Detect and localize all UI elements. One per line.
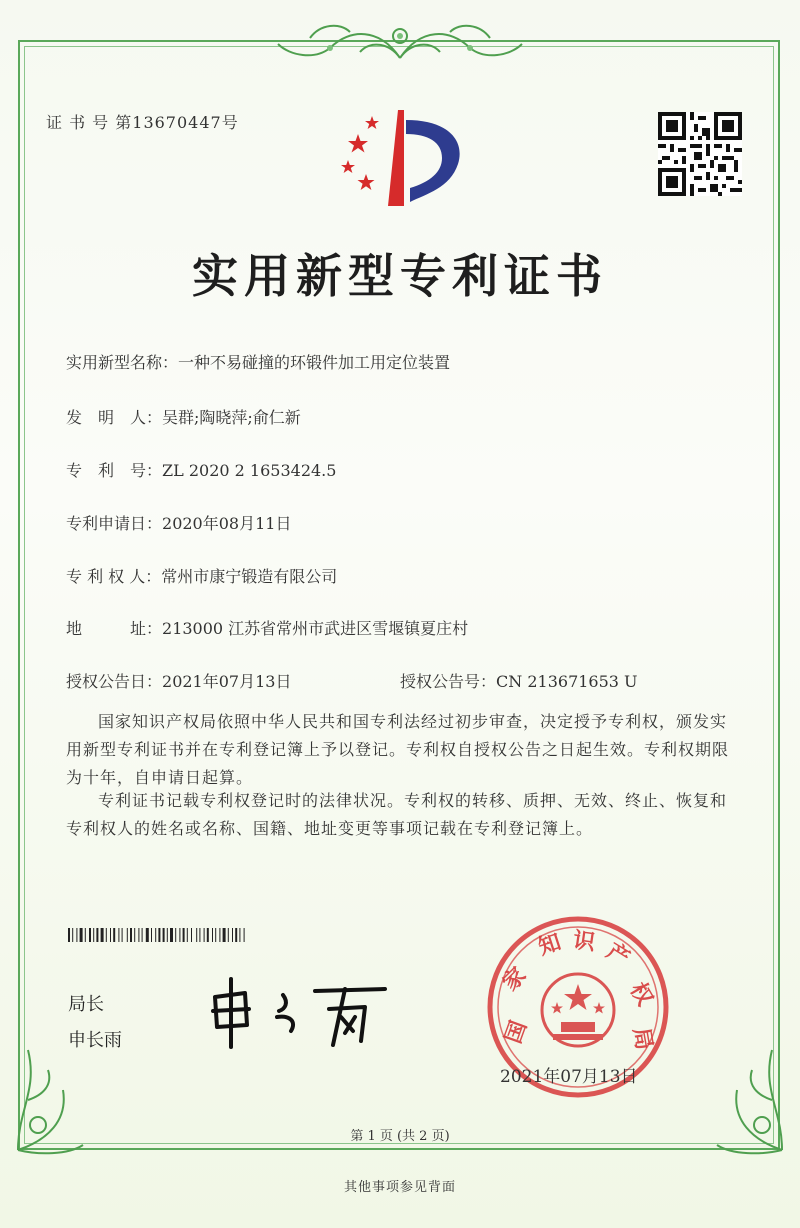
field-value: 一种不易碰撞的环锻件加工用定位装置 (178, 353, 451, 372)
seal-text-char: 识 (571, 928, 597, 956)
barcode-bar (244, 928, 245, 942)
field-label: 授权公告日： (66, 672, 163, 691)
barcode-bar (110, 928, 111, 942)
body-paragraph: 专利证书记载专利权登记时的法律状况。专利权的转移、质押、无效、终止、恢复和专利权人的姓名或名称、国籍、地址变更等事项记载在专利登记簿上。 (66, 791, 728, 838)
field-grant-publication-number (400, 669, 638, 692)
barcode (68, 928, 288, 942)
seal-text-char: 知 (535, 929, 565, 961)
barcode-bar (228, 928, 229, 942)
barcode-bar (235, 928, 237, 942)
barcode-bar (212, 928, 213, 942)
field-value: CN 213671653 U (496, 672, 638, 691)
barcode-bar (196, 928, 197, 942)
seal-date: 2021年07月13日 (500, 1067, 638, 1087)
barcode-bar (134, 928, 135, 942)
footer-note: 其他事项参见背面 (343, 1180, 456, 1195)
field-utility-model-name (66, 350, 450, 373)
qr-code (658, 112, 742, 196)
field-label: 专 利 权 人： (66, 567, 162, 586)
barcode-bar (163, 928, 165, 942)
barcode-bar (191, 928, 192, 942)
barcode-bar (207, 928, 209, 942)
cnipa-logo-icon (330, 102, 470, 212)
barcode-bar (76, 928, 77, 942)
director-name: 申长雨 (68, 1030, 122, 1051)
field-value: 2020年08月11日 (162, 514, 292, 533)
barcode-bar (170, 928, 173, 942)
field-value: 常州市康宁锻造有限公司 (161, 567, 338, 586)
barcode-bar (232, 928, 233, 942)
field-value: ZL 2020 2 1653424.5 (162, 461, 337, 480)
barcode-bar (146, 928, 149, 942)
barcode-bar (183, 928, 185, 942)
barcode-bar (122, 928, 123, 942)
top-ornament-icon (270, 18, 530, 64)
page-number: 第 1 页 (共 2 页) (350, 1129, 450, 1144)
barcode-bar (175, 928, 176, 942)
barcode-bar (106, 928, 107, 942)
barcode-bar (85, 928, 86, 942)
barcode-bar (93, 928, 94, 942)
barcode-bar (89, 928, 91, 942)
barcode-bar (179, 928, 180, 942)
barcode-bar (199, 928, 200, 942)
barcode-bar (155, 928, 156, 942)
barcode-bar (187, 928, 188, 942)
field-grant-date (66, 669, 291, 692)
field-label: 授权公告号： (400, 672, 497, 691)
field-label: 实用新型名称： (66, 353, 179, 372)
barcode-bar (101, 928, 104, 942)
field-label: 发 明 人： (66, 408, 163, 427)
barcode-bar (215, 928, 216, 942)
barcode-bar (167, 928, 168, 942)
field-inventors (66, 405, 301, 428)
field-label: 专 利 号： (66, 461, 163, 480)
field-value: 2021年07月13日 (162, 672, 292, 691)
seal-text-char: 局 (627, 1025, 657, 1052)
field-address (66, 616, 468, 639)
field-patentee (66, 564, 337, 587)
barcode-bar (80, 928, 83, 942)
barcode-bar (138, 928, 139, 942)
certificate-number: 证 书 号 第13670447号 (46, 113, 239, 132)
field-label: 专利申请日： (66, 514, 163, 533)
barcode-bar (204, 928, 205, 942)
barcode-bar (68, 928, 70, 942)
barcode-bar (72, 928, 73, 942)
barcode-bar (223, 928, 226, 942)
seal-text-char: 国 (501, 1017, 533, 1047)
barcode-bar (151, 928, 152, 942)
barcode-bar (130, 928, 132, 942)
handwritten-signature (205, 975, 405, 1050)
seal-text-char: 权 (624, 978, 658, 1011)
field-patent-number (66, 458, 336, 481)
seal-text-char: 产 (601, 938, 634, 972)
barcode-bar (239, 928, 240, 942)
seal-text-char: 家 (498, 962, 532, 997)
barcode-bar (158, 928, 160, 942)
barcode-bar (113, 928, 115, 942)
certificate-title: 实用新型专利证书 (192, 249, 608, 303)
barcode-bar (219, 928, 220, 942)
director-title: 局长 (68, 994, 104, 1015)
field-value: 213000 江苏省常州市武进区雪堰镇夏庄村 (162, 619, 469, 638)
field-value: 吴群;陶晓萍;俞仁新 (162, 408, 301, 427)
barcode-bar (142, 928, 143, 942)
field-label: 地 址： (66, 619, 163, 638)
body-paragraph: 国家知识产权局依照中华人民共和国专利法经过初步审查，决定授予专利权，颁发实用新型专利证书并在专利登记簿上予以登记。专利权自授权公告之日起生效。专利权期限为十年，自申请日起算。 (66, 712, 730, 787)
barcode-bar (127, 928, 128, 942)
barcode-bar (118, 928, 119, 942)
barcode-bar (96, 928, 98, 942)
field-application-date (66, 511, 291, 534)
